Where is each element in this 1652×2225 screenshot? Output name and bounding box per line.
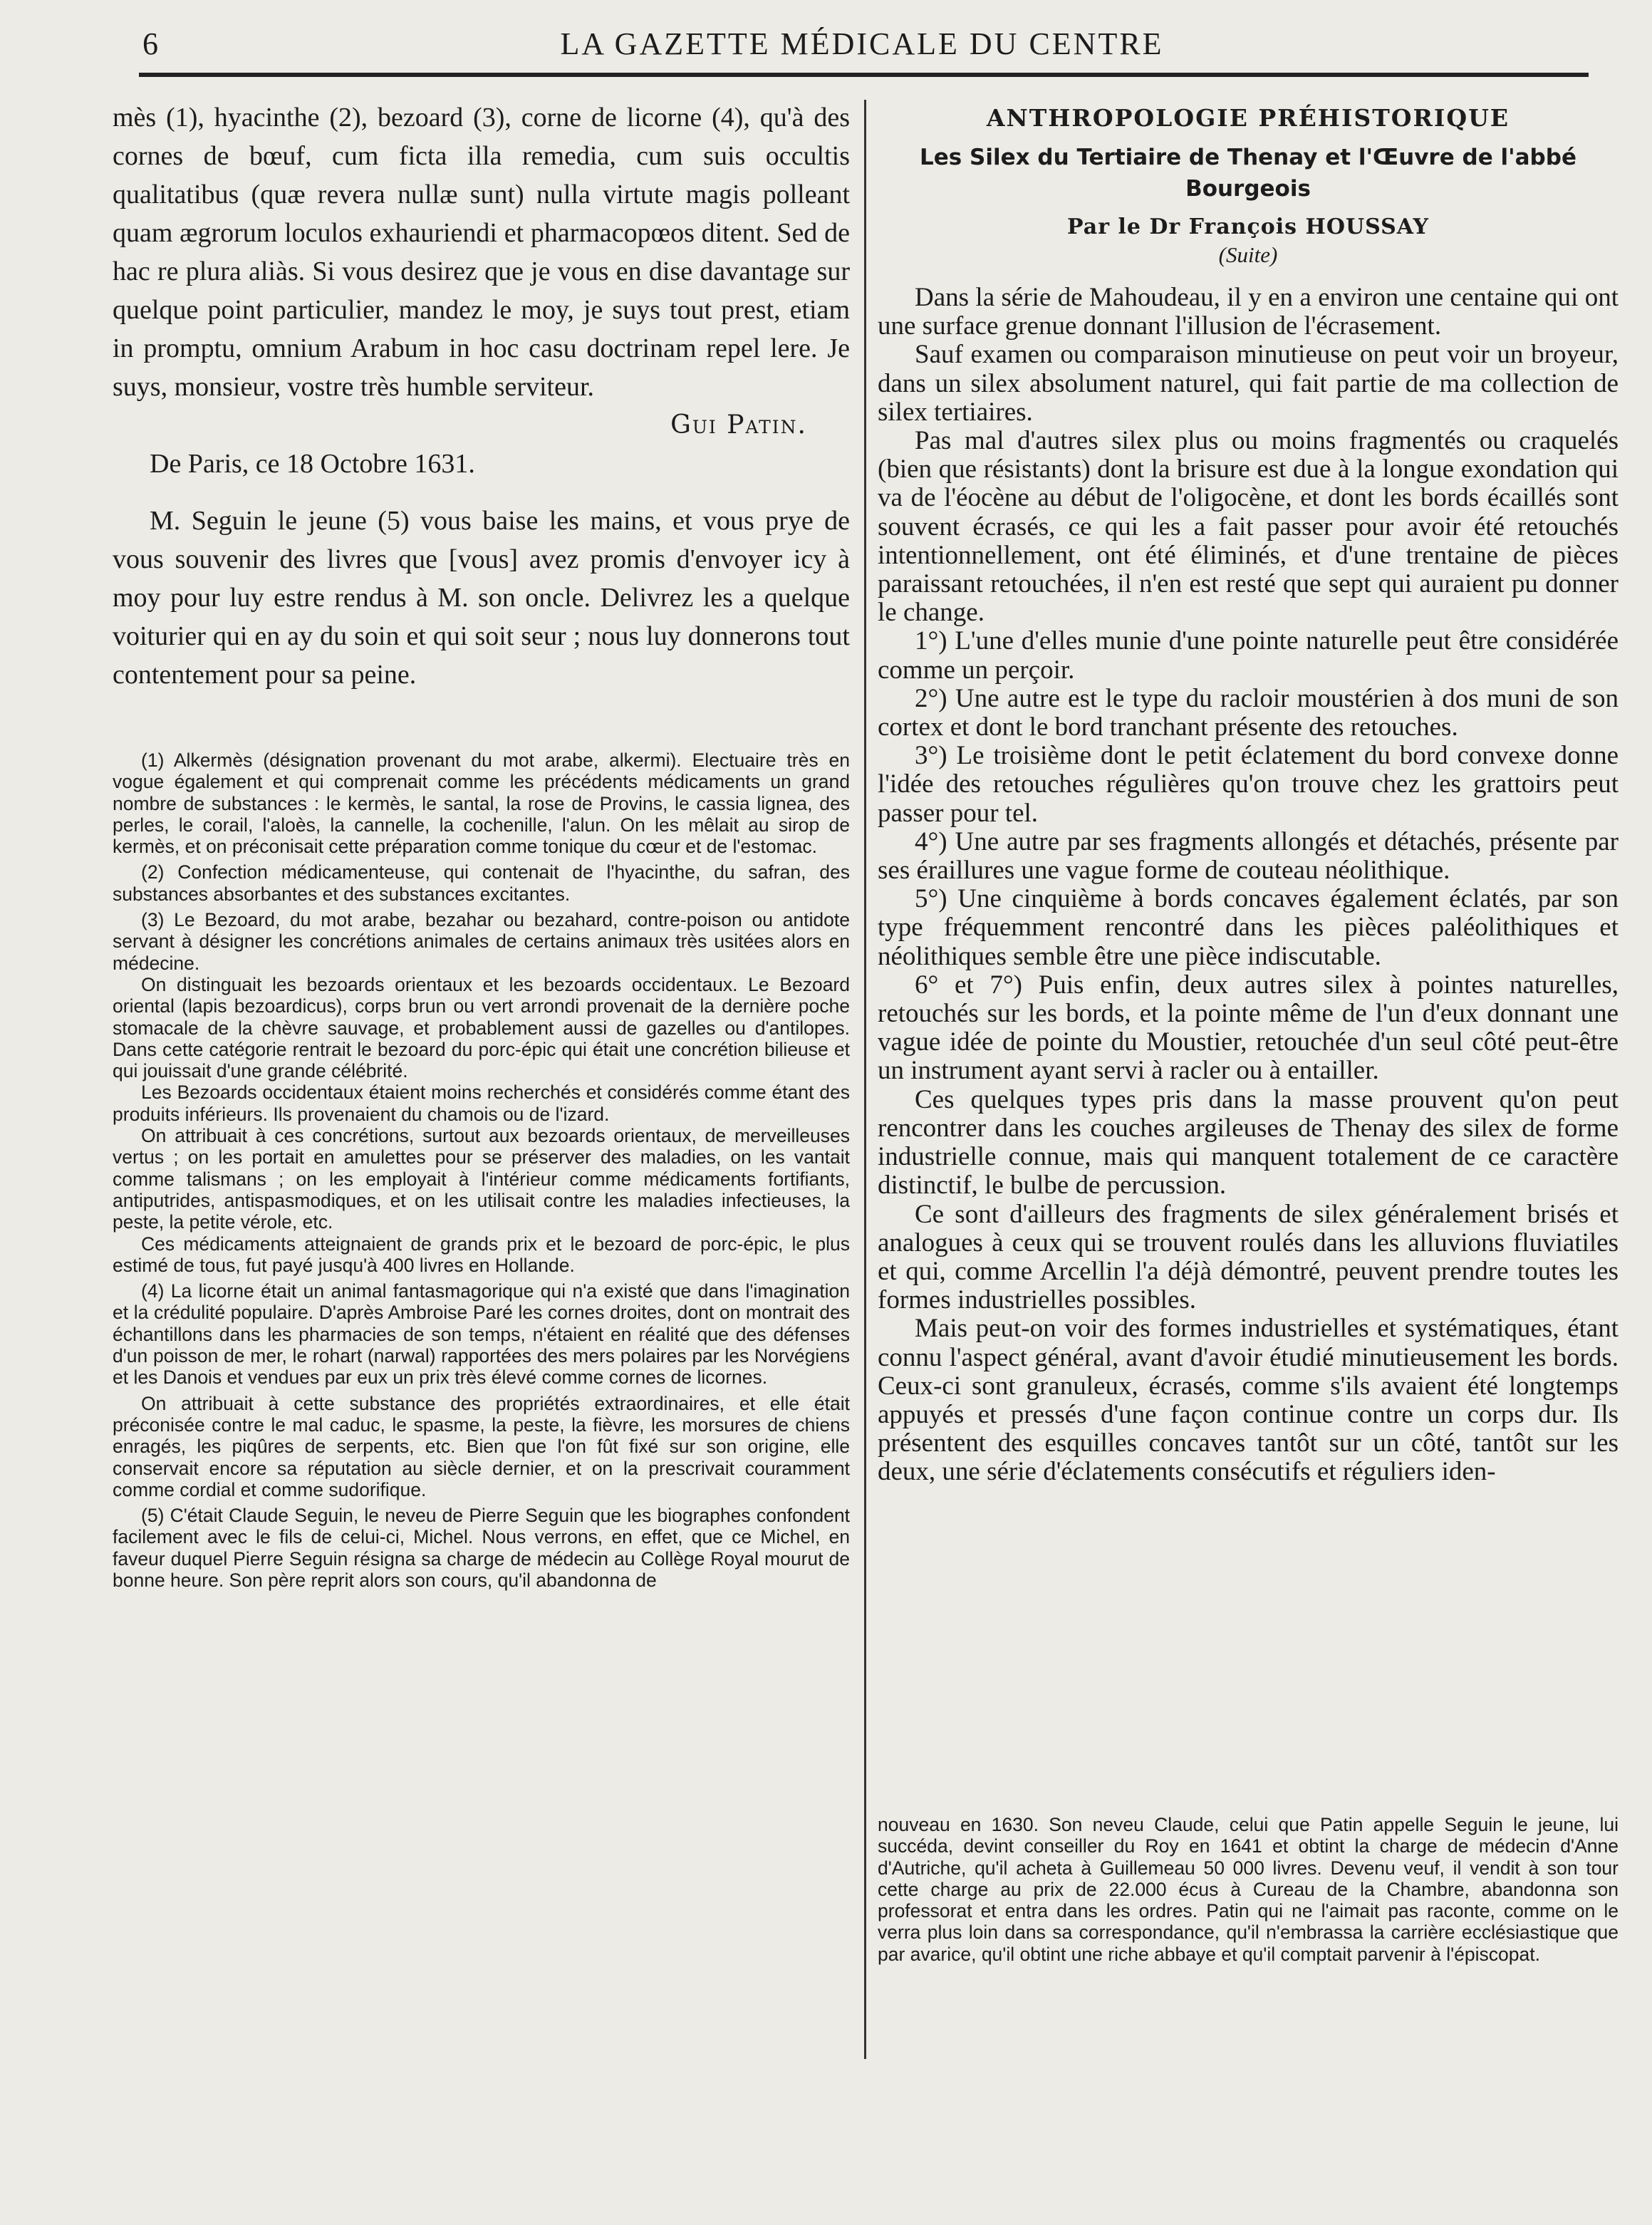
footnotes	[113, 750, 850, 1591]
right-column	[878, 98, 1619, 1487]
left-column	[113, 98, 850, 1591]
journal-title: LA GAZETTE MÉDICALE DU CENTRE	[560, 26, 1164, 61]
article-body	[878, 284, 1619, 1487]
header-rule	[139, 73, 1589, 77]
paragraph: 1°) L'une d'elles munie d'une pointe naturelle peut être considérée comme un perçoir.	[878, 626, 1619, 685]
footnote: (5) C'était Claude Seguin, le neveu de Pierre Seguin que les biographes confondent facilement avec le fils de celui-ci, Michel. Nous verrons, en effet, que ce Michel, en faveur duquel Pierre Seguin résigna sa charge de médecin au Collège Royal mourut de bonne heure. Son père reprit alors son cours, qu'il abandonna de	[113, 1505, 850, 1591]
paragraph: Sauf examen ou comparaison minutieuse on peut voir un broyeur, dans un silex absolument naturel, qui fait partie de ma collection de silex tertiaires.	[878, 340, 1619, 427]
paragraph: Pas mal d'autres silex plus ou moins fragmentés ou craquelés (bien que résistants) dont la brisure est due à la longue exondation qui va de l'éocène au début de l'oligocène, et dont les bords écaillés sont souvent écrasés, ce qui les a fait passer pour avoir été retouchés intentionnellement, ont été éliminés, et d'une trentaine de pièces paraissant retouchées, il n'en est resté que sept qui auraient pu donner le change.	[878, 426, 1619, 628]
paragraph: Ce sont d'ailleurs des fragments de silex généralement brisés et analogues à ceux qui se trouvent roulés dans les alluvions fluviatiles et qui, comme Arcellin l'a déjà démontré, peuvent prendre toutes les formes industrielles possibles.	[878, 1199, 1619, 1315]
signature: Gui Patin.	[670, 410, 807, 440]
paragraph: 6° et 7°) Puis enfin, deux autres silex à pointes naturelles, retouchés sur les bords, et la pointe même de l'un d'eux donnant une vague idée de pointe du Moustier, retouchée d'un seul côté peut-être un instrument ayant servi à racler ou à entailler.	[878, 970, 1619, 1086]
footnote: Les Bezoards occidentaux étaient moins recherchés et considérés comme étant des produits inférieurs. Ils provenaient du chamois ou de l'izard.	[113, 1082, 850, 1125]
section-title: ANTHROPOLOGIE PRÉHISTORIQUE	[986, 104, 1510, 132]
article-title: Les Silex du Tertiaire de Thenay et l'Œuvre de l'abbé Bourgeois	[920, 145, 1576, 202]
paragraph: Ces quelques types pris dans la masse prouvent qu'on peut rencontrer dans les couches argileuses de Thenay des silex de forme industrielle connue, mais qui manquent totalement de ce caractère distinctif, le bulbe de percussion.	[878, 1084, 1619, 1200]
continued-label: (Suite)	[1218, 242, 1278, 267]
page-number: 6	[142, 26, 158, 61]
footnote: (3) Le Bezoard, du mot arabe, bezahar ou bezahard, contre-poison ou antidote servant à désigner les concrétions animales de certains animaux très usitées alors en médecine.	[113, 909, 850, 974]
column-divider	[864, 100, 866, 2059]
footnote: On attribuait à cette substance des propriétés extraordinaires, et elle était préconisée contre le mal caduc, le spasme, la peste, la fièvre, les morsures de chiens enragés, les piqûres de serpents, etc. Bien que l'on fût fixé sur son origine, elle conservait encore sa réputation au siècle dernier, et on la prescrivait couramment comme cordial et comme sudorifique.	[113, 1392, 850, 1500]
paragraph: Dans la série de Mahoudeau, il y en a environ une centaine qui ont une surface grenue donnant l'illusion de l'écrasement.	[878, 283, 1619, 341]
footnote: On attribuait à ces concrétions, surtout aux bezoards orientaux, de merveilleuses vertus ; on les portait en amulettes pour se préserver des maladies, on les vantait comme talismans ; on les employait à l'intérieur comme médicaments fortifiants, antiputrides, antispasmodiques, et on les utilisait contre les maladies infectieuses, la peste, la petite vérole, etc.	[113, 1125, 850, 1233]
page-header	[135, 21, 1589, 64]
footnote: Ces médicaments atteignaient de grands prix et le bezoard de porc-épic, le plus estimé de tous, fut payé jusqu'à 400 livres en Hollande.	[113, 1233, 850, 1276]
footnote: (1) Alkermès (désignation provenant du mot arabe, alkermi). Electuaire très en vogue également et qui comprenait comme les précédents médicaments un grand nombre de substances : le kermès, le santal, la rose de Provins, le cassia lignea, des perles, le corail, l'aloès, la cannelle, la cochenille, l'alun. On les mêlait au sirop de kermès, et on préconisait cette préparation comme tonique du cœur et de l'estomac.	[113, 750, 850, 858]
footnote: (4) La licorne était un animal fantasmagorique qui n'a existé que dans l'imagination et la crédulité populaire. D'après Ambroise Paré les cornes droites, dont on montrait des échantillons dans les pharmacies de son temps, n'étaient en réalité que des défenses d'un poisson de mer, le rohart (narwal) rapportées des mers polaires par les Norvégiens et les Danois et vendues par eux un prix très élevé comme cornes de licornes.	[113, 1280, 850, 1389]
letter-text: mès (1), hyacinthe (2), bezoard (3), corne de licorne (4), qu'à des cornes de bœuf, cum ficta illa remedia, cum suis occultis qualitatibus (quæ revera nullæ sunt) nulla virtute magis polleant quam ægrorum loculos exhauriendi et pharmacopœos ditent. Sed de hac re plura aliàs. Si vous desirez que je vous en dise davantage sur quelque point particulier, mandez le moy, je suys tout prest, etiam in promptu, omnium Arabum in hoc casu doctrinam repel lere. Je suys, monsieur, vostre très humble serviteur.	[113, 103, 850, 402]
paragraph: 4°) Une autre par ses fragments allongés et détachés, présente par ses éraillures une vague forme de couteau néolithique.	[878, 826, 1619, 886]
footnote: (2) Confection médicamenteuse, qui contenait de l'hyacinthe, du safran, des substances absorbantes et des substances excitantes.	[113, 861, 850, 905]
paragraph: 3°) Le troisième dont le petit éclatement du bord convexe donne l'idée des retouches régulières qu'on trouve chez les grattoirs peut passer pour tel.	[878, 741, 1619, 828]
letter-date: De Paris, ce 18 Octobre 1631.	[150, 449, 475, 479]
paragraph: Mais peut-on voir des formes industrielles et systématiques, étant connu l'aspect général, avant d'avoir étudié minutieusement les bords. Ceux-ci sont granuleux, écrasés, comme s'ils avaient été longtemps appuyés et pressés d'une façon continue contre un corps dur. Ils présentent des esquilles concaves tantôt sur un côté, tantôt sur les deux, une série d'éclatements consécutifs et réguliers iden-	[878, 1314, 1619, 1487]
footnote-continuation: nouveau en 1630. Son neveu Claude, celui que Patin appelle Seguin le jeune, lui succéda, devint conseiller du Roy en 1641 et obtint la charge de médecin d'Anne d'Autriche, qu'il acheta à Guillemeau 50 000 livres. Devenu veuf, il vendit à son tour cette charge au prix de 22.000 écus à Cureau de la Chambre, abandonna son professorat et entra dans les ordres. Patin qui ne l'aimait pas raconte, comme on le verra plus loin dans sa correspondance, qu'il n'embrassa la carrière ecclésiastique que par avarice, qu'il obtint une riche abbaye et qu'il comptait parvenir à l'épiscopat.	[878, 1814, 1619, 1965]
paragraph: 2°) Une autre est le type du racloir moustérien à dos muni de son cortex et dont le bord tranchant présente des retouches.	[878, 683, 1619, 742]
article-author: Par le Dr François HOUSSAY	[1067, 214, 1429, 239]
footnote: On distinguait les bezoards orientaux et les bezoards occidentaux. Le Bezoard oriental (lapis bezoardicus), corps brun ou vert arrondi provenait de la dernière poche stomacale de la chèvre sauvage, et probablement aussi de gazelles ou d'antilopes. Dans cette catégorie rentrait le bezoard du porc-épic qui était une concrétion bilieuse et qui jouissait d'une grande célébrité.	[113, 973, 850, 1082]
paragraph: 5°) Une cinquième à bords concaves également éclatés, par son type fréquemment rencontré dans les pièces paléolithiques et néolithiques semble être une pièce indiscutable.	[878, 884, 1619, 971]
postscript: M. Seguin le jeune (5) vous baise les mains, et vous prye de vous souvenir des livres que [vous] avez promis d'envoyer icy à moy pour luy estre rendus à M. son oncle. Delivrez les a quelque voiturier qui en ay du soin et qui soit seur ; nous luy donnerons tout contentement pour sa peine.	[113, 506, 850, 690]
